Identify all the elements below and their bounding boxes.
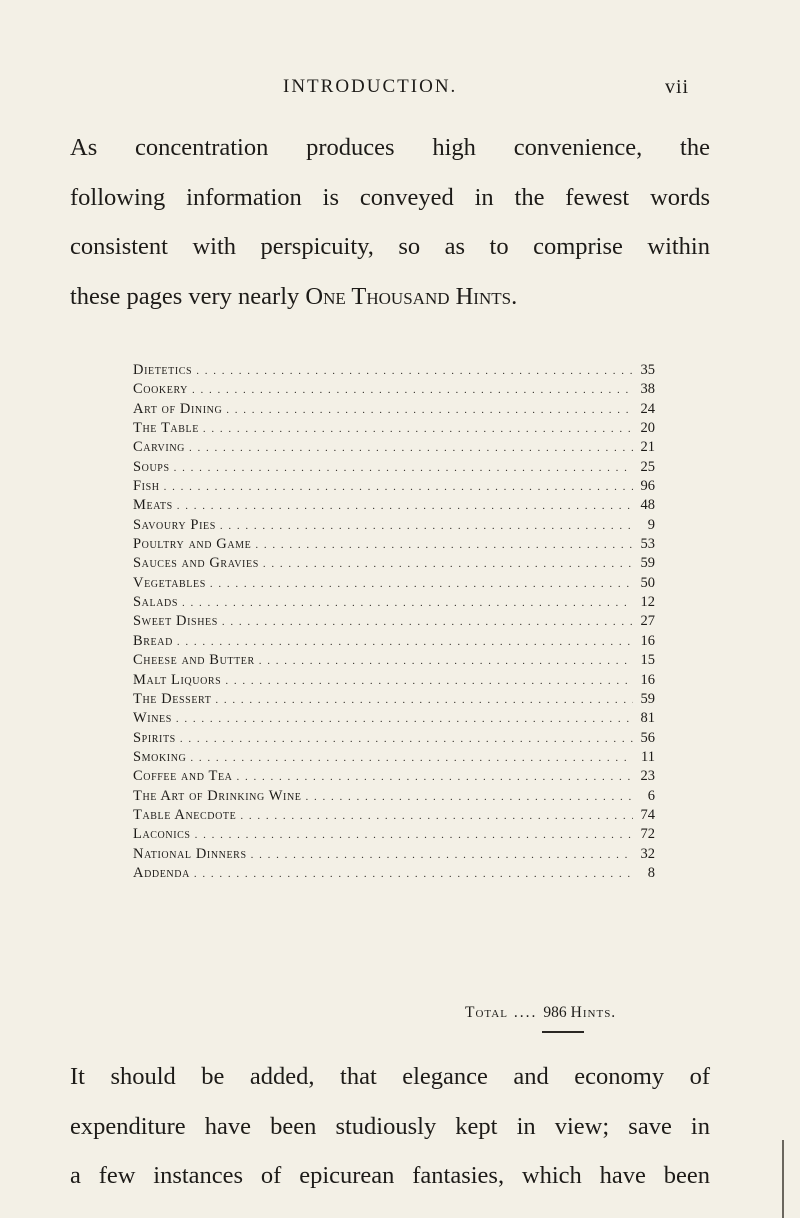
leader-dots (222, 613, 633, 632)
contents-row (133, 516, 655, 535)
one-thousand-hints: One Thousand Hints. (305, 282, 518, 310)
page-number: vii (665, 76, 690, 98)
leader-dots (176, 710, 633, 729)
paragraph-line: a few instances of epicurean fantasies, which have been (70, 1162, 710, 1189)
contents-row (133, 651, 655, 670)
total-line (465, 1004, 616, 1022)
leader-dots (215, 691, 633, 710)
contents-count: 6 (647, 787, 655, 804)
contents-label: Laconics (133, 826, 191, 843)
contents-count: 9 (647, 516, 655, 533)
paragraph-line: expenditure have been studiously kept in view; save in (70, 1112, 710, 1140)
contents-row (133, 496, 655, 515)
total-unit: Hints. (570, 1004, 617, 1021)
contents-row (133, 554, 655, 573)
contents-count: 35 (640, 362, 655, 378)
contents-label: Poultry and Game (133, 536, 252, 553)
leader-dots (306, 788, 634, 807)
contents-count: 24 (640, 400, 655, 417)
leader-dots (192, 381, 633, 400)
paragraph-line (70, 272, 710, 322)
leader-dots (194, 865, 633, 884)
contents-row (133, 787, 655, 806)
contents-label: Table Anecdote (133, 806, 237, 823)
contents-count: 59 (640, 690, 655, 707)
contents-row (133, 400, 655, 419)
contents-count: 56 (640, 729, 655, 746)
contents-label: Savoury Pies (133, 516, 216, 533)
contents-label: Cheese and Butter (133, 652, 255, 669)
contents-label: Meats (133, 497, 173, 514)
contents-label: Carving (133, 439, 185, 456)
contents-row (133, 477, 655, 496)
contents-row (133, 438, 655, 457)
contents-row (133, 767, 655, 786)
contents-row (133, 361, 655, 380)
contents-row (133, 825, 655, 844)
contents-label: Malt Liquors (133, 671, 222, 688)
contents-row (133, 671, 655, 690)
contents-count: 50 (640, 574, 655, 591)
contents-count: 23 (640, 768, 655, 785)
running-title: INTRODUCTION. (283, 76, 458, 97)
contents-row (133, 419, 655, 438)
contents-count: 20 (640, 420, 655, 437)
contents-count: 74 (640, 806, 655, 823)
contents-row (133, 593, 655, 612)
contents-label: Spirits (133, 729, 176, 746)
contents-count: 53 (640, 536, 655, 553)
contents-count: 72 (640, 826, 655, 843)
contents-row (133, 864, 655, 883)
leader-dots (177, 497, 633, 516)
contents-label: Sauces and Gravies (133, 555, 259, 572)
leader-dots (180, 730, 633, 749)
total-rule (542, 1031, 584, 1033)
contents-label: Salads (133, 594, 178, 611)
contents-row (133, 380, 655, 399)
contents-count: 59 (640, 555, 655, 572)
contents-row (133, 458, 655, 477)
contents-label: Art of Dining (133, 400, 223, 417)
contents-label: The Dessert (133, 690, 212, 707)
leader-dots (255, 536, 633, 555)
contents-count: 16 (640, 671, 655, 688)
contents-row (133, 845, 655, 864)
leader-dots (251, 846, 633, 865)
contents-count: 21 (640, 439, 655, 456)
leader-dots (196, 362, 633, 381)
contents-count: 27 (640, 613, 655, 630)
leader-dots (263, 555, 633, 574)
intro-paragraph (70, 123, 710, 321)
contents-label: Coffee and Tea (133, 768, 233, 785)
contents-label: Bread (133, 632, 173, 649)
contents-list (133, 361, 655, 883)
contents-label: Wines (133, 710, 172, 727)
contents-count: 8 (647, 864, 655, 881)
paragraph-line: As concentration produces high convenience, the (70, 134, 710, 161)
contents-row (133, 729, 655, 748)
contents-label: Smoking (133, 748, 187, 765)
leader-dots (182, 594, 633, 613)
contents-count: 25 (640, 458, 655, 475)
total-dots: .... (513, 1004, 538, 1021)
contents-count: 11 (641, 748, 655, 765)
contents-label: National Dinners (133, 845, 247, 862)
page-edge-mark (782, 1140, 784, 1218)
contents-count: 48 (640, 497, 655, 514)
leader-dots (225, 672, 633, 691)
paragraph-line-text: these pages very nearly (70, 282, 300, 310)
contents-row (133, 709, 655, 728)
contents-row (133, 632, 655, 651)
contents-row (133, 806, 655, 825)
contents-count: 16 (640, 632, 655, 649)
leader-dots (164, 478, 633, 497)
total-label: Total (465, 1004, 508, 1021)
contents-count: 38 (640, 381, 655, 398)
contents-count: 81 (640, 710, 655, 727)
contents-count: 15 (640, 652, 655, 669)
closing-paragraph (70, 1052, 710, 1201)
contents-label: Dietetics (133, 362, 193, 378)
contents-label: Fish (133, 478, 160, 495)
contents-label: Vegetables (133, 574, 206, 591)
contents-count: 32 (640, 845, 655, 862)
contents-row (133, 535, 655, 554)
leader-dots (190, 749, 633, 768)
contents-count: 96 (640, 478, 655, 495)
contents-label: Addenda (133, 864, 190, 881)
contents-row (133, 612, 655, 631)
leader-dots (210, 575, 633, 594)
contents-row (133, 748, 655, 767)
leader-dots (174, 459, 633, 478)
leader-dots (236, 768, 633, 787)
contents-row (133, 574, 655, 593)
total-value: 986 (543, 1004, 567, 1021)
leader-dots (195, 826, 633, 845)
leader-dots (189, 439, 633, 458)
leader-dots (203, 420, 633, 439)
leader-dots (226, 401, 633, 420)
contents-label: The Art of Drinking Wine (133, 787, 302, 804)
leader-dots (220, 517, 633, 536)
contents-label: Sweet Dishes (133, 613, 218, 630)
running-header (0, 76, 800, 106)
contents-label: The Table (133, 420, 199, 437)
contents-label: Cookery (133, 381, 188, 398)
paragraph-line: following information is conveyed in the fewest words (70, 183, 710, 211)
leader-dots (177, 633, 633, 652)
leader-dots (240, 807, 633, 826)
leader-dots (259, 652, 633, 671)
contents-label: Soups (133, 458, 170, 475)
paragraph-line: It should be added, that elegance and economy of (70, 1063, 710, 1090)
contents-row (133, 690, 655, 709)
contents-count: 12 (640, 594, 655, 611)
paragraph-line: consistent with perspicuity, so as to comprise within (70, 233, 710, 260)
